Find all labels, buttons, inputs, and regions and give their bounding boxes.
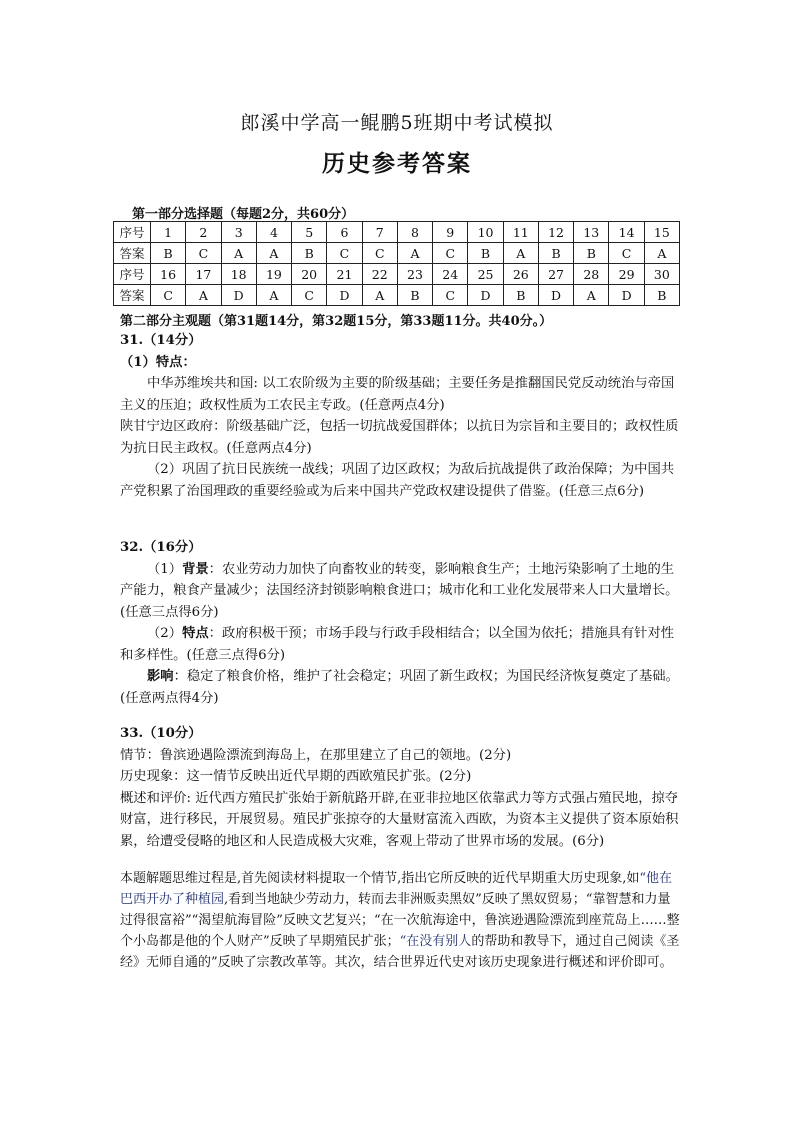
row-label: 答案 (114, 243, 151, 264)
q32-sub2: （2）特点：政府积极干预；市场手段与行政手段相结合；以全国为依托；措施具有针对性和多样性。(任意三点得6分) (120, 626, 675, 663)
table-cell: 6 (327, 222, 362, 243)
table-cell: 7 (362, 222, 397, 243)
q31-sub1-para2: 陕甘宁边区政府：阶级基础广泛，包括一切抗战爱国群体；以抗日为宗旨和主要目的；政权性质为抗日民主政权。(任意两点4分) (120, 419, 679, 456)
row-label: 答案 (114, 285, 151, 306)
q31-sub1-label: （1）特点： (120, 354, 196, 370)
table-cell: 1 (151, 222, 186, 243)
q32-sub3: 影响：稳定了粮食价格，维护了社会稳定；巩固了新生政权；为国民经济恢复奠定了基础。(任意两点得4分) (120, 669, 679, 706)
table-cell: C (433, 243, 468, 264)
table-cell: 25 (468, 264, 503, 285)
table-cell: 28 (574, 264, 609, 285)
table-cell: A (574, 285, 609, 306)
question-33 (120, 723, 680, 852)
table-cell: C (609, 243, 644, 264)
table-cell: B (644, 285, 679, 306)
q31-title: 31.（14分） (120, 333, 202, 348)
table-cell: 2 (186, 222, 221, 243)
row-label: 序号 (114, 222, 151, 243)
table-cell: D (327, 285, 362, 306)
exam-title: 郎溪中学高一鲲鹏5班期中考试模拟 (240, 112, 554, 134)
table-cell: 9 (433, 222, 468, 243)
part2-heading: 第二部分主观题（第31题14分，第32题15分，第33题11分。共40分。） (120, 314, 553, 329)
q32-sub1: （1）背景：农业劳动力加快了向畜牧业的转变，影响粮食生产；土地污染影响了土地的生产能力，粮食产量减少；法国经济封锁影响粮食进口；城市化和工业化发展带来人口大量增长。(任意三点得6分) (120, 561, 679, 620)
table-cell: A (503, 243, 538, 264)
table-cell: B (574, 243, 609, 264)
table-cell: A (186, 285, 221, 306)
table-cell: B (292, 243, 327, 264)
quote-highlight: “他在巴西开办了种植园 (120, 871, 673, 907)
table-cell: A (362, 285, 397, 306)
table-cell: 18 (221, 264, 256, 285)
q33-line1: 情节：鲁滨逊遇险漂流到海岛上，在那里建立了自己的领地。(2分) (120, 747, 512, 763)
q31-sub1-para1: 中华苏维埃共和国: 以工农阶级为主要的阶级基础；主要任务是推翻国民党反动统治与帝国主义的压迫；政权性质为工农民主专政。(任意两点4分) (120, 376, 675, 413)
question-31 (120, 330, 680, 502)
solution-note: 本题解题思维过程是,首先阅读材料提取一个情节,指出它所反映的近代早期重大历史现象,如“他在巴西开办了种植园,看到当地缺少劳动力，转而去非洲贩卖黑奴”反映了黑奴贸易；“靠智慧和力量过得很富裕”“渴望航海冒险”反映文艺复兴；“在一次航海途中，鲁滨逊遇险漂流到座荒岛上……整个小岛都是他的个人财产”反映了早期殖民扩张；“在没有别人的帮助和教导下，通过自己阅读《圣经》无师自通的”反映了宗教改革等。其次，结合世界近代史对该历史现象进行概述和评价即可。 (120, 871, 680, 970)
table-row (114, 285, 680, 306)
question-32 (120, 537, 680, 709)
table-cell: D (221, 285, 256, 306)
table-cell: C (292, 285, 327, 306)
table-row (114, 264, 680, 285)
row-label: 序号 (114, 264, 151, 285)
table-cell: C (433, 285, 468, 306)
table-cell: 13 (574, 222, 609, 243)
quote-highlight: “在没有别人 (399, 934, 472, 949)
table-cell: 26 (503, 264, 538, 285)
table-cell: 24 (433, 264, 468, 285)
q33-line2: 历史现象：这一情节反映出近代早期的西欧殖民扩张。(2分) (120, 769, 472, 784)
q33-title: 33.（10分） (120, 726, 202, 741)
q32-title: 32.（16分） (120, 540, 202, 555)
table-cell: C (151, 285, 186, 306)
table-cell: 8 (397, 222, 432, 243)
table-cell: C (186, 243, 221, 264)
q31-sub2: （2）巩固了抗日民族统一战线；巩固了边区政权；为敌后抗战提供了政治保障；为中国共产党积累了治国理政的重要经验或为后来中国共产党政权建设提供了借鉴。(任意三点6分) (120, 462, 675, 499)
table-cell: B (538, 243, 573, 264)
table-cell: D (609, 285, 644, 306)
table-cell: 29 (609, 264, 644, 285)
table-row (114, 243, 680, 264)
table-cell: 27 (538, 264, 573, 285)
table-cell: 23 (397, 264, 432, 285)
table-cell: 10 (468, 222, 503, 243)
table-cell: 21 (327, 264, 362, 285)
table-cell: B (468, 243, 503, 264)
table-cell: A (256, 285, 291, 306)
table-cell: 4 (256, 222, 291, 243)
table-cell: 20 (292, 264, 327, 285)
table-cell: B (151, 243, 186, 264)
table-row (114, 222, 680, 243)
table-cell: 14 (609, 222, 644, 243)
table-cell: C (362, 243, 397, 264)
table-cell: A (221, 243, 256, 264)
table-cell: C (327, 243, 362, 264)
table-cell: 22 (362, 264, 397, 285)
table-cell: 11 (503, 222, 538, 243)
table-cell: 12 (538, 222, 573, 243)
table-cell: A (256, 243, 291, 264)
table-cell: 3 (221, 222, 256, 243)
answer-key-title: 历史参考答案 (322, 150, 472, 177)
part1-heading: 第一部分选择题（每题2分，共60分） (132, 207, 355, 222)
table-cell: A (397, 243, 432, 264)
table-cell: A (644, 243, 679, 264)
table-cell: 15 (644, 222, 679, 243)
table-cell: 5 (292, 222, 327, 243)
table-cell: D (468, 285, 503, 306)
table-cell: 17 (186, 264, 221, 285)
table-cell: 30 (644, 264, 679, 285)
table-cell: B (397, 285, 432, 306)
table-cell: D (538, 285, 573, 306)
q33-line3: 概述和评价: 近代西方殖民扩张始于新航路开辟,在亚非拉地区依靠武力等方式强占殖民地，掠夺财富，进行移民，开展贸易。殖民扩张掠夺的大量财富流入西欧，为资本主义提供了资本原始积累，给遭受侵略的地区和人民造成极大灾难，客观上带动了世界市场的发展。(6分) (120, 790, 679, 849)
table-cell: 19 (256, 264, 291, 285)
table-cell: 16 (151, 264, 186, 285)
table-cell: B (503, 285, 538, 306)
answer-table (113, 221, 680, 306)
